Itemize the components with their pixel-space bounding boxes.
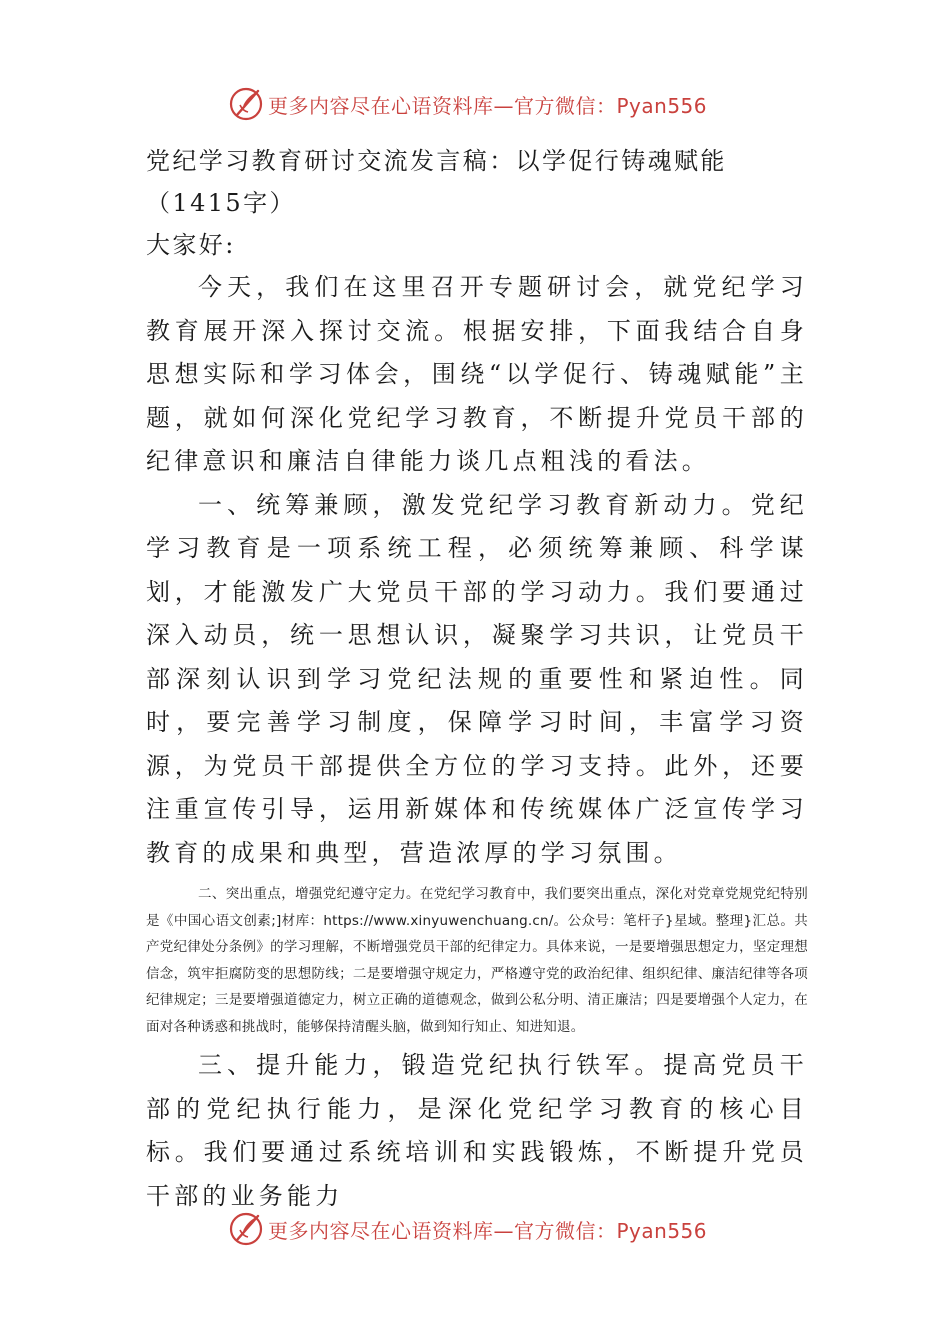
paragraph-intro: 今天，我们在这里召开专题研讨会，就党纪学习教育展开深入探讨交流。根据安排，下面我结合自身思想实际和学习体会，围绕“以学促行、铸魂赋能”主题，就如何深化党纪学习教育，不断提升党员干部的纪律意识和廉洁自律能力谈几点粗浅的看法。 — [146, 273, 808, 475]
header-watermark — [228, 84, 707, 124]
quill-logo-icon — [228, 86, 264, 122]
footer-watermark — [228, 1209, 707, 1249]
watermark-text: 更多内容尽在心语资料库—官方微信：Pyan556 — [268, 1218, 708, 1243]
quill-logo-icon — [228, 1211, 264, 1247]
document-body — [146, 140, 808, 1218]
watermark-text: 更多内容尽在心语资料库—官方微信：Pyan556 — [268, 93, 708, 118]
document-title: 党纪学习教育研讨交流发言稿：以学促行铸魂赋能（1415字） — [146, 147, 727, 217]
paragraph-section-two: 二、突出重点，增强党纪遵守定力。在党纪学习教育中，我们要突出重点，深化对党章党规党纪特别是《中国心语文创素;]材库：https://www.xinyuwenchuang.cn/。公众号：笔杆子}星域。整理}汇总。共产党纪律处分条例》的学习理解，不断增强党员干部的纪律定力。具体来说，一是要增强思想定力，坚定理想信念，筑牢拒腐防变的思想防线；二是要增强守规定力，严格遵守党的政治纪律、组织纪律、廉洁纪律等各项纪律规定；三是要增强道德定力，树立正确的道德观念，做到公私分明、清正廉洁；四是要增强个人定力，在面对各种诱惑和挑战时，能够保持清醒头脑，做到知行知止、知进知退。 — [146, 886, 808, 1035]
paragraph-section-one: 一、统筹兼顾，激发党纪学习教育新动力。党纪学习教育是一项系统工程，必须统筹兼顾、科学谋划，才能激发广大党员干部的学习动力。我们要通过深入动员，统一思想认识，凝聚学习共识，让党员干部深刻认识到学习党纪法规的重要性和紧迫性。同时，要完善学习制度，保障学习时间，丰富学习资源，为党员干部提供全方位的学习支持。此外，还要注重宣传引导，运用新媒体和传统媒体广泛宣传学习教育的成果和典型，营造浓厚的学习氛围。 — [146, 490, 808, 867]
greeting: 大家好: — [146, 231, 236, 259]
paragraph-section-three: 三、提升能力，锻造党纪执行铁军。提高党员干部的党纪执行能力，是深化党纪学习教育的核心目标。我们要通过系统培训和实践锻炼，不断提升党员干部的业务能力 — [146, 1051, 808, 1210]
